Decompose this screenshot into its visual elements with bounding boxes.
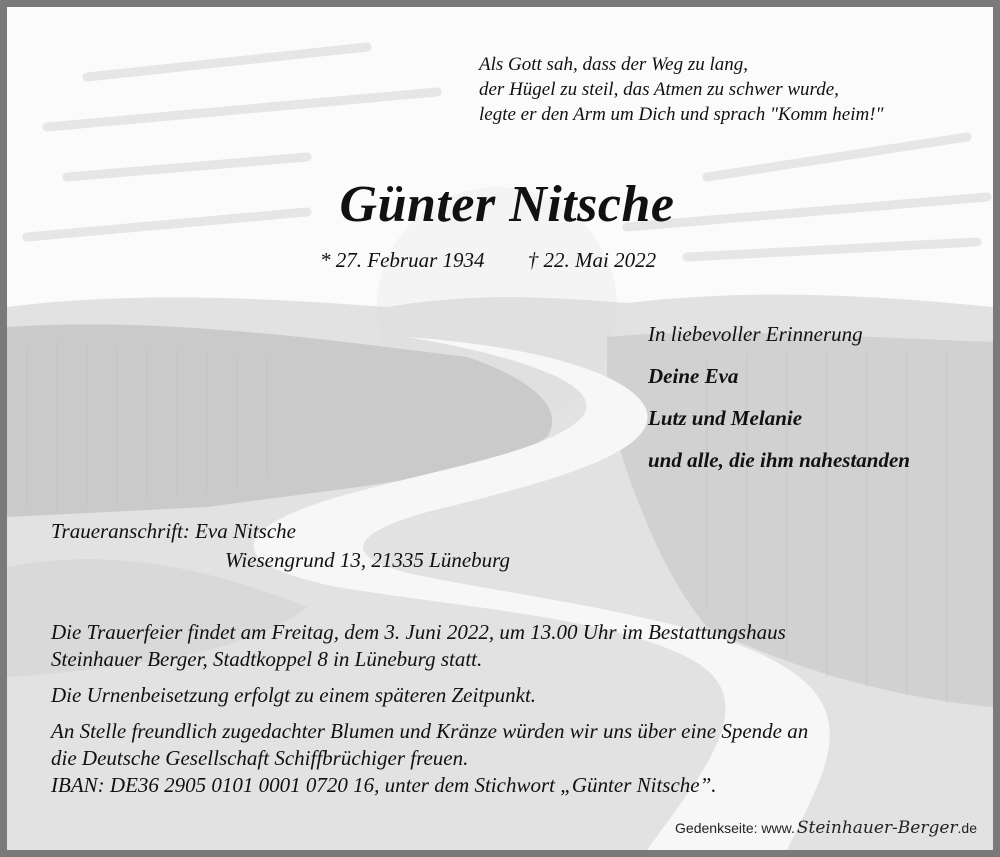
death-date: † 22. Mai 2022	[527, 248, 657, 272]
signature-line: Deine Eva	[648, 364, 739, 388]
footer-suffix: .de	[957, 820, 977, 836]
memorial-page-link[interactable]	[675, 818, 977, 838]
address-line-1: Traueranschrift: Eva Nitsche	[51, 519, 296, 543]
donation-note: An Stelle freundlich zugedachter Blumen und Kränze würden wir uns über eine Spende an die Deutsche Gesellschaft Schiffbrüchiger freuen. IBAN: DE36 2905 0101 0001 0720 16, unter dem Stichwort „Günter Nitsche”.	[51, 719, 809, 797]
birth-date: * 27. Februar 1934	[320, 248, 485, 272]
opening-verse: Als Gott sah, dass der Weg zu lang, der Hügel zu steil, das Atmen zu schwer wurde, legte er den Arm um Dich und sprach "Komm heim!"	[479, 54, 884, 125]
mourning-address	[51, 517, 510, 575]
memorial-signatures	[648, 318, 910, 486]
address-line-2: Wiesengrund 13, 21335 Lüneburg	[225, 548, 511, 572]
funeral-notes	[51, 619, 971, 808]
funeral-service-note: Die Trauerfeier findet am Freitag, dem 3. Juni 2022, um 13.00 Uhr im Bestattungshaus Steinhauer Berger, Stadtkoppel 8 in Lüneburg statt.	[51, 620, 786, 671]
deceased-name: Günter Nitsche	[339, 176, 675, 233]
life-dates	[320, 248, 656, 273]
steinhauer-berger-logo: Steinhauer-Berger	[796, 818, 958, 838]
urn-burial-note: Die Urnenbeisetzung erfolgt zu einem späteren Zeitpunkt.	[51, 683, 537, 707]
memory-intro: In liebevoller Erinnerung	[648, 322, 863, 346]
footer-label: Gedenkseite: www.	[675, 820, 795, 836]
signature-line: Lutz und Melanie	[648, 406, 803, 430]
signature-line: und alle, die ihm nahestanden	[648, 448, 910, 472]
